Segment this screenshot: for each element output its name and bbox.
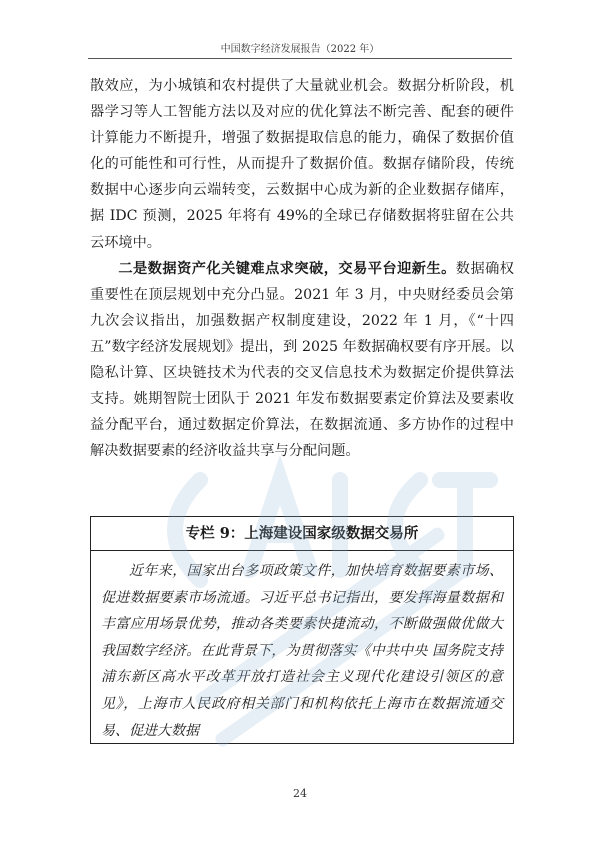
running-header: 中国数字经济发展报告（2022 年）: [220, 44, 380, 55]
box-title: 专栏 9：上海建设国家级数据交易所: [91, 517, 513, 551]
sidebar-box: [90, 516, 514, 744]
header-divider: [88, 58, 512, 59]
paragraph-2-text: 数据确权重要性在顶层规划中充分凸显。2021 年 3 月，中央财经委员会第九次会议指出，加强数据产权制度建设，2022 年 1 月，《“十四五”数字经济发展规划》提出，到 2025 年数据确权要有序开展。以隐私计算、区块链技术为代表的交叉信息技术为数据定价提供算法支持。姚期智院士团队于 2021 年发布数据要素定价算法及要素收益分配平台，通过数据定价算法，在数据流通、多方协作的过程中解决数据要素的经济收益共享与分配问题。: [90, 260, 514, 460]
page-number: 24: [293, 787, 307, 800]
box-text: 近年来，国家出台多项政策文件，加快培育数据要素市场、促进数据要素市场流通。习近平总书记指出，要发挥海量数据和丰富应用场景优势，推动各类要素快捷流动，不断做强做优做大我国数字经济。在此背景下，为贯彻落实《中共中央 国务院支持浦东新区高水平改革开放打造社会主义现代化建设引领区的意见》，上海市人民政府相关部门和机构依托上海市在数据流通交易、促进大数据: [101, 563, 503, 739]
body-text: [90, 73, 514, 464]
paragraph-2: [90, 256, 514, 465]
paragraph-1: 散效应，为小城镇和农村提供了大量就业机会。数据分析阶段，机器学习等人工智能方法以及对应的优化算法不断完善、配套的硬件计算能力不断提升，增强了数据提取信息的能力，确保了数据价值化的可能性和可行性，从而提升了数据价值。数据存储阶段，传统数据中心逐步向云端转变，云数据中心成为新的企业数据存储库，据 IDC 预测，2025 年将有 49%的全球已存储数据将驻留在公共云环境中。: [90, 78, 514, 251]
paragraph-2-lead: 二是数据资产化关键难点求突破，交易平台迎新生。: [118, 260, 456, 277]
